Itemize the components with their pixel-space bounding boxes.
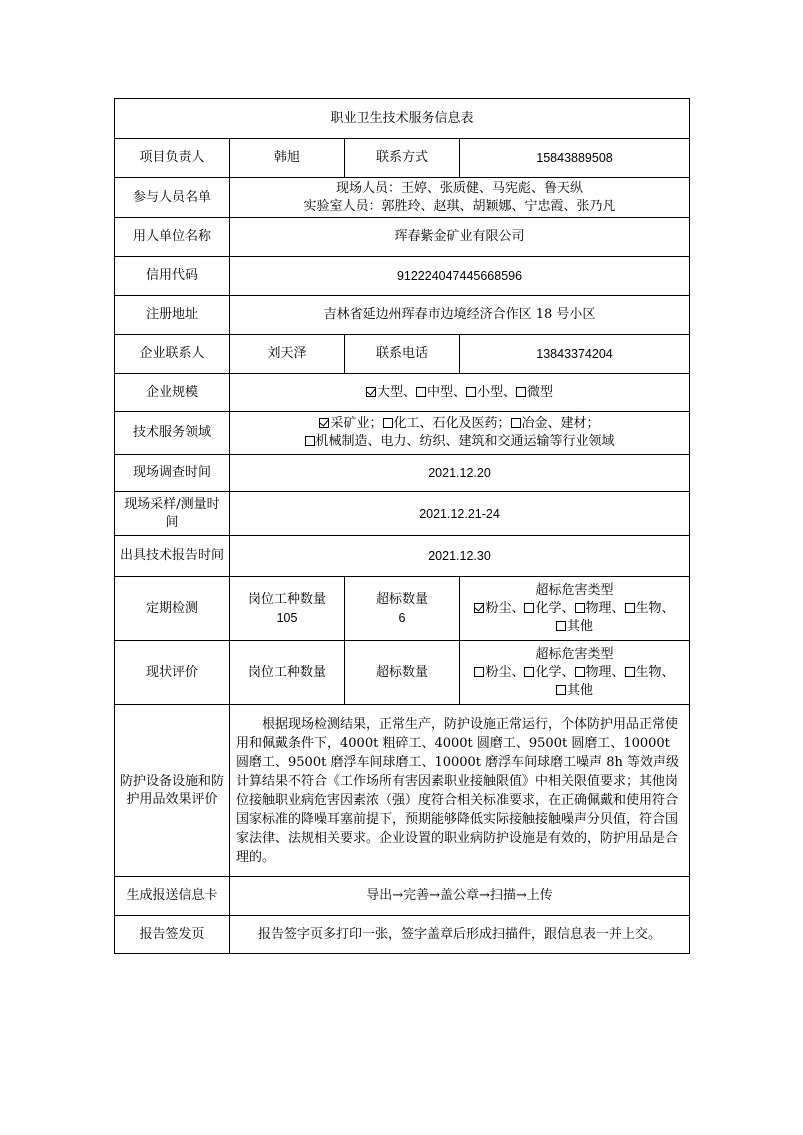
- periodic-exceed-label: 超标数量: [375, 591, 428, 607]
- checkbox-icon[interactable]: [575, 667, 585, 677]
- status-hazard-bio: 生物: [635, 664, 662, 680]
- info-sheet: [114, 98, 689, 954]
- survey-time-value: 2021.12.20: [230, 455, 690, 492]
- status-label: 现状评价: [115, 641, 230, 705]
- contact-method-label: 联系方式: [345, 139, 460, 178]
- status-hazards: 超标危害类型 粉尘、 化学、 物理、 生物、其他: [460, 641, 690, 705]
- status-count-label: 岗位工种数量: [230, 641, 345, 705]
- periodic-hazard-dust[interactable]: 粉尘: [474, 601, 511, 616]
- employer-value: 珲春紫金矿业有限公司: [230, 218, 690, 257]
- service-field-label: 技术服务领域: [115, 412, 230, 455]
- checkbox-icon[interactable]: [524, 667, 534, 677]
- report-time-label: 出具技术报告时间: [115, 536, 230, 577]
- checkbox-checked-icon[interactable]: [319, 418, 329, 428]
- credit-code-label: 信用代码: [115, 257, 230, 296]
- title-row: [115, 99, 690, 139]
- service-field-row: [115, 412, 690, 455]
- contact-phone-label: 联系电话: [345, 335, 460, 374]
- checkbox-icon[interactable]: [416, 387, 426, 397]
- sampling-time-label: 现场采样/测量时间: [115, 492, 230, 536]
- project-leader-label: 项目负责人: [115, 139, 230, 178]
- report-card-row: [115, 877, 690, 916]
- employer-label: 用人单位名称: [115, 218, 230, 257]
- checkbox-checked-icon[interactable]: [366, 387, 376, 397]
- status-exceed-label: 超标数量: [345, 641, 460, 705]
- survey-time-label: 现场调查时间: [115, 455, 230, 492]
- protection-label: 防护设备设施和防护用品效果评价: [115, 705, 230, 877]
- scale-label: 企业规模: [115, 374, 230, 412]
- sampling-time-value: 2021.12.21-24: [230, 492, 690, 536]
- project-leader-row: [115, 139, 690, 178]
- checkbox-icon[interactable]: [556, 621, 566, 631]
- participants-row: [115, 178, 690, 218]
- participants-field-staff: 现场人员：王婷、张质健、马宪彪、鲁天纵: [336, 180, 584, 196]
- contact-person-row: [115, 335, 690, 374]
- project-leader-value: 韩旭: [230, 139, 345, 178]
- checkbox-icon[interactable]: [474, 667, 484, 677]
- checkbox-icon[interactable]: [625, 667, 635, 677]
- participants-label: 参与人员名单: [115, 178, 230, 218]
- service-option-manufacturing[interactable]: 机械制造、电力、纺织、建筑和交通运输等行业领域: [305, 434, 615, 449]
- periodic-hazard-chemical[interactable]: 化学: [524, 601, 561, 616]
- service-option-metallurgy[interactable]: 冶金、建材；: [511, 416, 600, 431]
- periodic-hazard-bio: 生物: [635, 600, 662, 616]
- service-option-mining[interactable]: 采矿业；: [319, 416, 382, 431]
- checkbox-checked-icon[interactable]: [474, 603, 484, 613]
- checkbox-icon[interactable]: [575, 603, 585, 613]
- credit-code-value: 912224047445668596: [230, 257, 690, 296]
- checkbox-icon[interactable]: [305, 436, 315, 446]
- service-field-options: [230, 412, 690, 455]
- survey-time-row: [115, 455, 690, 492]
- info-table: [114, 98, 690, 954]
- periodic-hazard-physical[interactable]: 物理: [575, 601, 612, 616]
- contact-person-value: 刘天泽: [230, 335, 345, 374]
- report-time-row: [115, 536, 690, 577]
- sheet-title: 职业卫生技术服务信息表: [115, 99, 690, 139]
- periodic-count-value: 105: [276, 610, 298, 625]
- sign-page-label: 报告签发页: [115, 916, 230, 954]
- status-hazard-other[interactable]: 其他: [556, 683, 593, 698]
- status-hazard-physical[interactable]: 物理: [575, 665, 612, 680]
- report-card-value: 导出→完善→盖公章→扫描→上传: [230, 877, 690, 916]
- credit-code-row: [115, 257, 690, 296]
- participants-value: [230, 178, 690, 218]
- scale-option-large[interactable]: 大型: [366, 385, 403, 400]
- periodic-hazard-other[interactable]: 其他: [556, 619, 593, 634]
- periodic-hazards: 超标危害类型 粉尘、 化学、 物理、 生物、其他: [460, 577, 690, 641]
- contact-person-label: 企业联系人: [115, 335, 230, 374]
- checkbox-icon[interactable]: [625, 603, 635, 613]
- checkbox-icon[interactable]: [516, 387, 526, 397]
- contact-method-value: 15843889508: [460, 139, 690, 178]
- checkbox-icon[interactable]: [524, 603, 534, 613]
- scale-row: [115, 374, 690, 412]
- periodic-exceed: [345, 577, 460, 641]
- participants-lab-staff: 实验室人员：郭胜玲、赵琪、胡颖娜、宁忠霞、张乃凡: [303, 198, 616, 214]
- periodic-exceed-value: 6: [398, 610, 406, 625]
- scale-option-micro[interactable]: 微型: [516, 385, 553, 400]
- address-label: 注册地址: [115, 296, 230, 335]
- service-option-chemical[interactable]: 化工、石化及医药；: [383, 416, 511, 431]
- periodic-detection-row: [115, 577, 690, 641]
- checkbox-icon[interactable]: [383, 418, 393, 428]
- periodic-count: [230, 577, 345, 641]
- address-value: 吉林省延边州珲春市边境经济合作区 18 号小区: [230, 296, 690, 335]
- status-hazard-chemical[interactable]: 化学: [524, 665, 561, 680]
- status-evaluation-row: [115, 641, 690, 705]
- scale-option-medium[interactable]: 中型: [416, 385, 453, 400]
- periodic-count-label: 岗位工种数量: [247, 591, 326, 607]
- checkbox-icon[interactable]: [556, 685, 566, 695]
- protection-text: 根据现场检测结果，正常生产，防护设施正常运行，个体防护用品正常使用和佩戴条件下，4000t 粗碎工、4000t 圆磨工、9500t 圆磨工、10000t 圆磨工、9500t 磨浮车间球磨工、10000t 磨浮车间球磨工噪声 8h 等效声级计算结果不符合《工作场所有害因素职业接触限值》中相关限值要求；其他岗位接触职业病危害因素浓（强）度符合相关标准要求，在正确佩戴和使用符合国家标准的降噪耳塞前提下，预期能够降低实际接触接触噪声分贝值，符合国家法律、法规相关要求。企业设置的职业病防护设施是有效的，防护用品是合理的。: [230, 705, 690, 877]
- sign-page-row: [115, 916, 690, 954]
- report-time-value: 2021.12.30: [230, 536, 690, 577]
- checkbox-icon[interactable]: [511, 418, 521, 428]
- employer-row: [115, 218, 690, 257]
- periodic-hazard-label: 超标危害类型: [535, 582, 614, 598]
- report-card-label: 生成报送信息卡: [115, 877, 230, 916]
- sampling-time-row: [115, 492, 690, 536]
- scale-option-small[interactable]: 小型: [466, 385, 503, 400]
- status-hazard-label: 超标危害类型: [535, 646, 614, 662]
- checkbox-icon[interactable]: [466, 387, 476, 397]
- address-row: [115, 296, 690, 335]
- contact-phone-value: 13843374204: [460, 335, 690, 374]
- sign-page-value: 报告签字页多打印一张，签字盖章后形成扫描件，跟信息表一并上交。: [230, 916, 690, 954]
- periodic-label: 定期检测: [115, 577, 230, 641]
- scale-options: 大型、 中型、 小型、 微型: [230, 374, 690, 412]
- protection-evaluation-row: [115, 705, 690, 877]
- status-hazard-dust[interactable]: 粉尘: [474, 665, 511, 680]
